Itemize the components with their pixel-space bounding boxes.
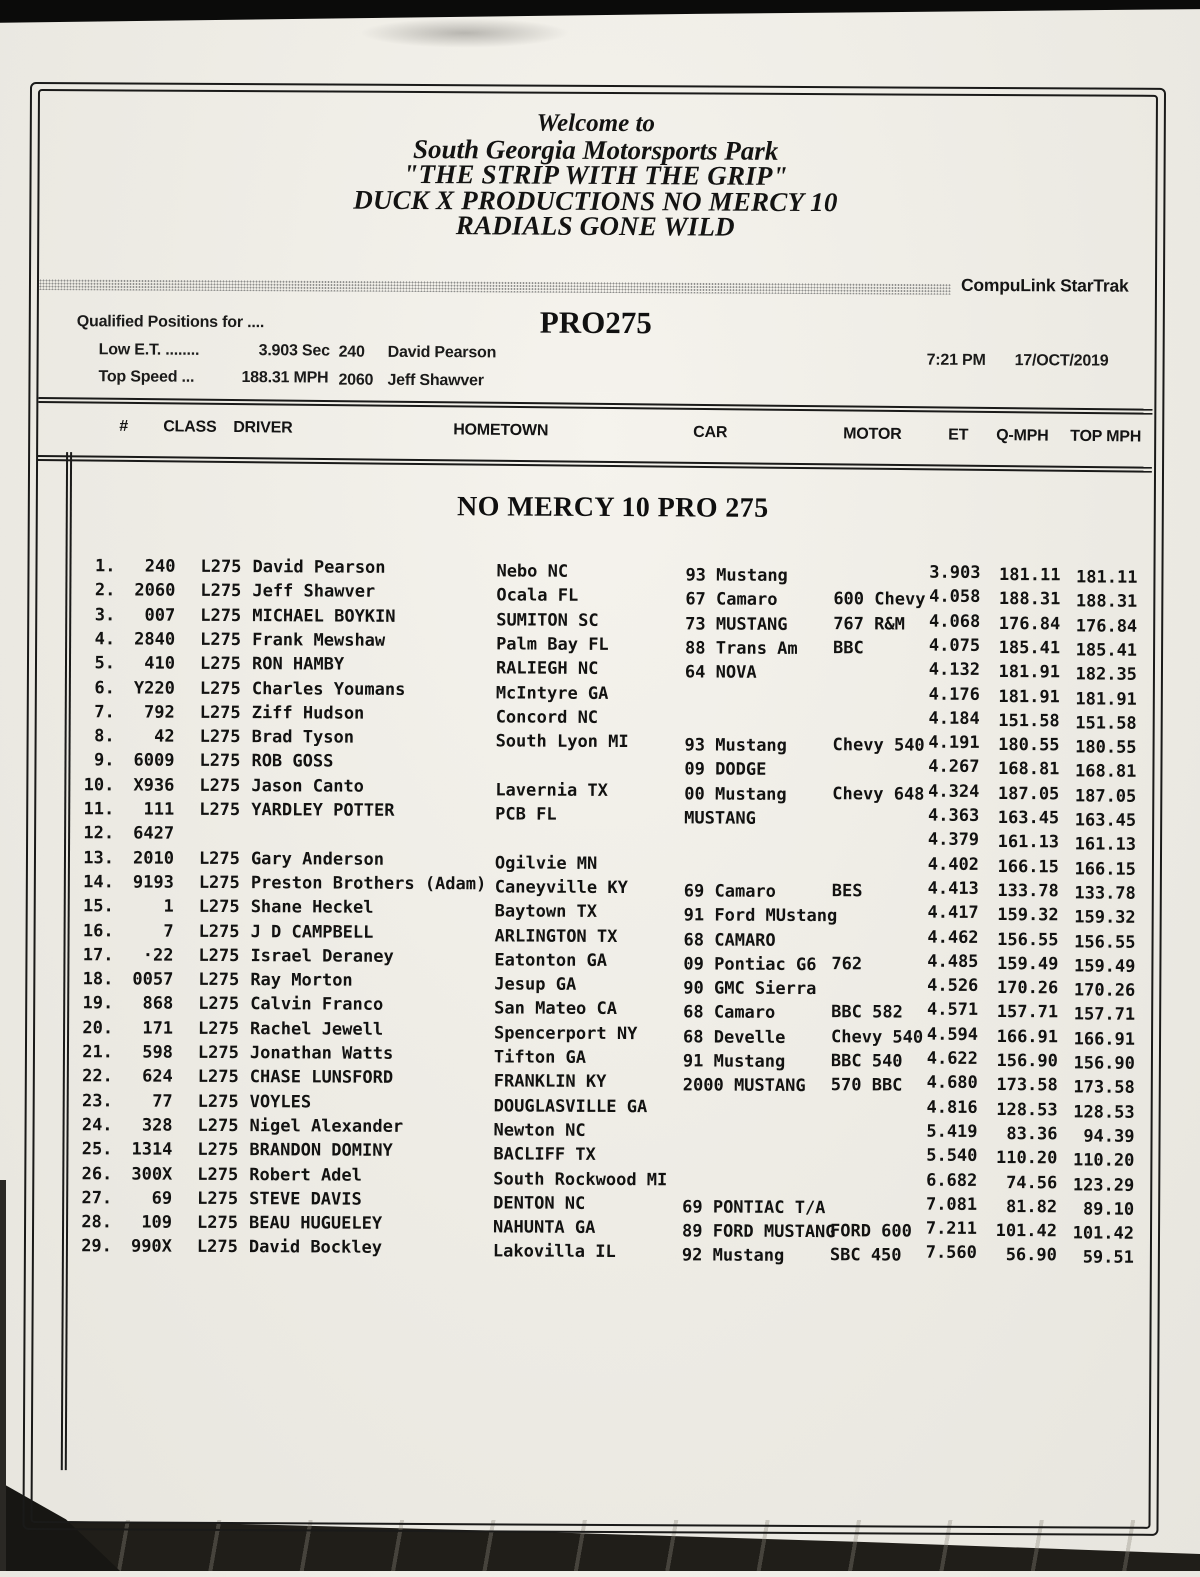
cell-car: 68 Develle	[682, 1027, 786, 1048]
cell-top: 159.49	[1073, 956, 1136, 977]
top-speed-holder-number: 2060	[338, 371, 374, 389]
cell-top: 182.35	[1075, 664, 1138, 685]
cell-hometown: DENTON NC	[493, 1193, 586, 1214]
cell-pos: 29.	[81, 1236, 112, 1257]
cell-et: 7.211	[925, 1218, 978, 1240]
cell-driver: Shane Heckel	[250, 897, 374, 918]
cell-top: 123.29	[1072, 1174, 1135, 1196]
cell-motor: Chevy 648	[832, 783, 925, 805]
cell-top: 176.84	[1075, 616, 1138, 637]
cell-pos: 3.	[94, 604, 116, 625]
cell-top: 180.55	[1075, 737, 1137, 758]
cell-pos: 28.	[81, 1212, 113, 1233]
cell-pos: 1.	[94, 556, 116, 577]
cell-et: 4.267	[928, 757, 980, 778]
cell-hometown: South Rockwood MI	[493, 1168, 668, 1190]
cell-cls: L275	[198, 945, 240, 966]
cell-et: 4.068	[928, 611, 981, 632]
cell-qmph: 81.82	[1005, 1196, 1058, 1218]
cell-hometown: DOUGLASVILLE GA	[493, 1095, 648, 1117]
top-speed-value: 188.31 MPH	[241, 369, 329, 387]
cell-top: 181.91	[1075, 688, 1137, 710]
cell-motor: 570 BBC	[830, 1075, 903, 1096]
cell-hometown: Jesup GA	[494, 974, 577, 995]
cell-qmph: 181.91	[998, 686, 1060, 707]
cell-et: 4.402	[927, 854, 980, 875]
cell-cls: L275	[200, 629, 242, 650]
cell-hometown: Lakovilla IL	[492, 1241, 616, 1263]
col-header-et: ET	[948, 426, 969, 444]
cell-top: 89.10	[1082, 1199, 1135, 1220]
cell-car: 89 FORD MUSTANG	[681, 1221, 836, 1243]
cell-qmph: 159.32	[997, 905, 1059, 926]
cell-hometown: Baytown TX	[494, 901, 598, 923]
top-speed-label: Top Speed ...	[98, 368, 195, 386]
cell-top: 156.90	[1073, 1053, 1135, 1074]
cell-car: 91 Ford MUstang	[683, 905, 838, 927]
low-et-label: Low E.T. ........	[98, 341, 200, 359]
cell-num: 6009	[133, 750, 175, 772]
cell-cls: L275	[197, 1188, 239, 1209]
cell-hometown: NAHUNTA GA	[492, 1217, 596, 1239]
cell-num: 109	[141, 1212, 173, 1233]
masthead-subevent: RADIALS GONE WILD	[455, 210, 735, 242]
cell-hometown: Ocala FL	[496, 585, 579, 607]
cell-qmph: 133.78	[997, 880, 1059, 902]
cell-cls: L275	[199, 702, 241, 723]
cell-driver: Robert Adel	[249, 1164, 362, 1186]
cell-top: 163.45	[1074, 810, 1137, 831]
cell-qmph: 157.71	[996, 1002, 1059, 1023]
timing-system-brand: CompuLink StarTrak	[960, 274, 1129, 296]
cell-car: 09 DODGE	[684, 759, 767, 781]
cell-car: 69 Camaro	[683, 881, 776, 902]
cell-qmph: 156.90	[996, 1051, 1058, 1072]
cell-et: 4.075	[928, 635, 981, 656]
cell-top: 94.39	[1083, 1126, 1135, 1147]
cell-num: 1	[163, 896, 174, 917]
cell-pos: 7.	[94, 702, 115, 723]
cell-top: 101.42	[1072, 1223, 1135, 1244]
cell-pos: 20.	[82, 1017, 114, 1039]
cell-car: 93 Mustang	[684, 735, 787, 757]
cell-driver: CHASE LUNSFORD	[249, 1067, 394, 1089]
cell-top: 159.32	[1074, 907, 1136, 928]
cell-pos: 9.	[93, 750, 115, 771]
cell-top: 181.11	[1075, 567, 1138, 588]
cell-qmph: 180.55	[998, 735, 1060, 756]
cell-num: X936	[133, 775, 175, 796]
cell-num: 410	[144, 653, 176, 674]
cell-qmph: 166.15	[997, 856, 1059, 877]
print-time: 7:21 PM	[926, 351, 986, 369]
cell-car: 68 CAMARO	[683, 929, 776, 951]
cell-driver: Charles Youmans	[251, 678, 406, 700]
cell-hometown: Nebo NC	[496, 561, 569, 582]
low-et-holder-name: David Pearson	[387, 343, 497, 362]
cell-driver: J D CAMPBELL	[250, 921, 374, 943]
cell-cls: L275	[197, 1091, 239, 1112]
cell-pos: 10.	[83, 774, 115, 796]
cell-pos: 12.	[83, 823, 115, 844]
cell-driver: RON HAMBY	[251, 654, 345, 675]
cell-hometown: Concord NC	[495, 707, 599, 728]
cell-pos: 6.	[94, 677, 115, 698]
cell-num: 171	[142, 1018, 174, 1039]
cell-car: 92 Mustang	[681, 1245, 785, 1267]
cell-motor: Chevy 540	[831, 1026, 924, 1048]
cell-num: 77	[152, 1091, 173, 1112]
cell-et: 4.816	[926, 1097, 978, 1118]
cell-et: 4.571	[926, 1000, 979, 1021]
cell-top: 168.81	[1074, 761, 1137, 783]
cell-pos: 8.	[94, 726, 115, 747]
cell-pos: 14.	[83, 872, 114, 893]
cell-et: 4.379	[927, 829, 980, 851]
cell-et: 4.058	[929, 586, 981, 608]
cell-hometown: ARLINGTON TX	[494, 925, 618, 947]
cell-num: 111	[143, 799, 175, 820]
cell-cls: L275	[199, 751, 241, 772]
cell-driver: Jason Canto	[251, 775, 365, 797]
cell-pos: 13.	[83, 847, 115, 868]
cell-qmph: 187.05	[997, 783, 1060, 805]
cell-motor: BES	[831, 881, 863, 902]
cell-qmph: 159.49	[996, 953, 1059, 975]
cell-hometown: South Lyon MI	[495, 731, 629, 753]
cell-qmph: 74.56	[1006, 1172, 1058, 1193]
cell-top: 161.13	[1074, 834, 1137, 856]
cell-cls: L275	[197, 1115, 239, 1136]
cell-qmph: 163.45	[997, 808, 1060, 829]
cell-cls: L275	[200, 581, 242, 602]
cell-num: 300X	[131, 1163, 173, 1185]
cell-top: 185.41	[1075, 640, 1138, 661]
cell-et: 7.081	[925, 1194, 978, 1215]
cell-num: 240	[144, 556, 176, 577]
low-et-value: 3.903 Sec	[258, 342, 330, 360]
cell-driver: Ziff Hudson	[251, 702, 365, 724]
cell-top: 187.05	[1074, 786, 1137, 807]
cell-pos: 11.	[83, 799, 115, 820]
print-date: 17/OCT/2019	[1014, 352, 1109, 370]
cell-pos: 24.	[81, 1115, 113, 1136]
cell-et: 4.324	[928, 781, 980, 802]
cell-pos: 25.	[81, 1139, 113, 1160]
cell-driver: ROB GOSS	[251, 751, 334, 772]
cell-top: 156.55	[1074, 931, 1136, 953]
cell-car: 67 Camaro	[685, 589, 778, 611]
cell-num: 624	[142, 1066, 173, 1088]
cell-car: 88 Trans Am	[685, 638, 798, 659]
cell-hometown: SUMITON SC	[496, 609, 599, 631]
cell-pos: 22.	[82, 1066, 113, 1087]
cell-top: 59.51	[1082, 1247, 1134, 1269]
cell-top: 166.91	[1073, 1029, 1136, 1050]
cell-cls: L275	[200, 556, 242, 578]
cell-qmph: 176.84	[998, 613, 1061, 634]
cell-top: 151.58	[1075, 713, 1137, 734]
cell-cls: L275	[197, 1212, 239, 1234]
cell-et: 4.594	[926, 1024, 979, 1045]
cell-driver: Preston Brothers (Adam)	[250, 873, 487, 895]
cell-cls: L275	[198, 969, 240, 991]
cell-num: 2840	[134, 629, 176, 650]
cell-pos: 19.	[82, 993, 114, 1014]
cell-car: 68 Camaro	[683, 1002, 776, 1024]
cell-cls: L275	[197, 1042, 239, 1064]
cell-num: 328	[141, 1115, 173, 1136]
cell-qmph: 188.31	[998, 589, 1061, 610]
cell-et: 4.485	[927, 951, 979, 972]
cell-et: 3.903	[929, 562, 981, 583]
cell-car: 09 Pontiac G6	[683, 954, 817, 975]
cell-pos: 23.	[81, 1090, 113, 1111]
cell-et: 7.560	[925, 1243, 977, 1264]
cell-pos: 27.	[81, 1188, 113, 1209]
cell-cls: L275	[197, 1067, 239, 1088]
cell-hometown: Spencerport NY	[494, 1023, 638, 1044]
cell-top: 128.53	[1073, 1102, 1135, 1123]
cell-car: 73 MUSTANG	[685, 613, 788, 635]
cell-num: 1314	[131, 1139, 173, 1160]
cell-hometown: Caneyville KY	[494, 877, 628, 898]
cell-driver: Jonathan Watts	[249, 1043, 394, 1064]
col-header-qmph: Q-MPH	[996, 427, 1049, 445]
cell-num: 69	[151, 1188, 173, 1209]
cell-motor: 762	[831, 953, 863, 975]
cell-qmph: 110.20	[995, 1148, 1058, 1169]
cell-num: 0057	[132, 969, 174, 990]
table-title: NO MERCY 10 PRO 275	[457, 491, 769, 524]
cell-pos: 16.	[82, 920, 114, 941]
cell-cls: L275	[199, 775, 241, 796]
cell-hometown: BACLIFF TX	[493, 1144, 596, 1166]
cell-motor: 767 R&M	[833, 613, 905, 635]
col-header-driver: DRIVER	[233, 419, 293, 437]
cell-top: 170.26	[1073, 980, 1136, 1001]
cell-pos: 26.	[81, 1163, 113, 1184]
cell-et: 5.540	[926, 1145, 978, 1167]
cell-qmph: 185.41	[998, 637, 1061, 659]
cell-et: 4.184	[928, 708, 980, 729]
cell-et: 4.462	[927, 927, 979, 948]
cell-qmph: 128.53	[996, 1099, 1058, 1120]
cell-hometown: Newton NC	[493, 1120, 586, 1141]
cell-num: 6427	[133, 823, 175, 845]
cell-pos: 17.	[82, 945, 114, 966]
cell-num: 2060	[134, 580, 176, 602]
cell-motor: BBC 582	[831, 1002, 903, 1023]
masthead-venue: South Georgia Motorsports Park	[412, 133, 779, 166]
col-header-class: CLASS	[163, 418, 217, 436]
cell-driver: STEVE DAVIS	[249, 1188, 362, 1210]
class-title: PRO275	[539, 304, 652, 341]
cell-cls: L275	[199, 678, 241, 699]
cell-car: 64 NOVA	[684, 662, 757, 683]
col-header-hometown: HOMETOWN	[453, 421, 549, 440]
cell-car: 2000 MUSTANG	[682, 1075, 806, 1097]
cell-driver: MICHAEL BOYKIN	[252, 605, 396, 627]
cell-num: 9193	[132, 872, 174, 893]
masthead-welcome: Welcome to	[536, 109, 656, 138]
cell-qmph: 170.26	[996, 978, 1059, 999]
cell-cls: L275	[197, 1140, 239, 1161]
cell-hometown: McIntyre GA	[495, 682, 609, 704]
cell-motor: 600 Chevy	[833, 589, 926, 610]
cell-driver: Calvin Franco	[250, 994, 384, 1016]
cell-car: 69 PONTIAC T/A	[682, 1197, 826, 1218]
cell-et: 6.682	[926, 1170, 978, 1191]
cell-top: 173.58	[1073, 1077, 1135, 1099]
cell-num: 990X	[130, 1236, 172, 1258]
cell-num: 598	[142, 1042, 174, 1063]
cell-et: 4.622	[926, 1048, 978, 1069]
cell-et: 4.526	[927, 975, 979, 997]
cell-hometown: Tifton GA	[493, 1047, 587, 1068]
cell-driver: Brad Tyson	[251, 727, 355, 748]
cell-driver: Frank Mewshaw	[252, 630, 386, 651]
cell-pos: 4.	[94, 629, 116, 650]
cell-qmph: 181.91	[998, 662, 1061, 683]
cell-driver: Ray Morton	[250, 970, 353, 991]
cell-qmph: 151.58	[998, 710, 1060, 732]
cell-hometown: Ogilvie MN	[494, 852, 598, 874]
cell-qmph: 83.36	[1006, 1123, 1058, 1145]
cell-et: 4.132	[928, 659, 981, 681]
cell-cls: L275	[198, 848, 240, 869]
cell-num: 792	[143, 702, 175, 723]
cell-et: 4.191	[928, 732, 980, 754]
cell-top: 110.20	[1072, 1150, 1135, 1171]
cell-car: 00 Mustang	[684, 784, 787, 805]
cell-driver: Nigel Alexander	[249, 1116, 404, 1137]
cell-hometown: FRANKLIN KY	[493, 1071, 607, 1093]
qualified-positions-label: Qualified Positions for ....	[76, 313, 265, 332]
masthead-event: DUCK X PRODUCTIONS NO MERCY 10	[353, 184, 838, 217]
cell-hometown: San Mateo CA	[494, 998, 618, 1020]
cell-motor: Chevy 540	[832, 735, 925, 756]
cell-et: 4.176	[928, 684, 980, 705]
cell-cls: L275	[198, 994, 240, 1015]
cell-num: 868	[142, 993, 174, 1015]
cell-hometown: RALIEGH NC	[495, 658, 599, 680]
cell-pos: 18.	[82, 969, 114, 990]
cell-et: 4.363	[927, 805, 980, 826]
cell-car: 93 Mustang	[685, 565, 788, 586]
cell-motor: BBC	[833, 638, 864, 659]
cell-car: MUSTANG	[684, 808, 756, 829]
cell-num: Y220	[133, 678, 175, 699]
cell-driver: BRANDON DOMINY	[249, 1140, 393, 1162]
cell-qmph: 173.58	[996, 1075, 1058, 1096]
cell-qmph: 56.90	[1005, 1245, 1057, 1266]
cell-cls: L275	[197, 1164, 239, 1185]
col-header-topmph: TOP MPH	[1070, 427, 1142, 446]
cell-num: 007	[144, 605, 176, 626]
cell-pos: 5.	[94, 653, 116, 674]
cell-top: 166.15	[1074, 859, 1136, 880]
cell-cls: L275	[196, 1237, 238, 1258]
top-speed-holder-name: Jeff Shawver	[387, 371, 484, 390]
cell-qmph: 101.42	[995, 1221, 1058, 1242]
cell-car: 90 GMC Sierra	[683, 978, 817, 1000]
masthead-tagline: "THE STRIP WITH THE GRIP"	[403, 158, 788, 191]
low-et-holder-number: 240	[338, 343, 365, 361]
cell-cls: L275	[198, 921, 240, 942]
cell-cls: L275	[199, 654, 242, 675]
cell-top: 133.78	[1074, 883, 1136, 904]
cell-cls: L275	[198, 897, 240, 918]
cell-cls: L275	[200, 605, 242, 626]
cell-pos: 15.	[82, 896, 114, 917]
table-row	[0, 1236, 1194, 1269]
cell-num: 42	[154, 726, 175, 747]
cell-driver: YARDLEY POTTER	[251, 800, 395, 821]
col-header-car: CAR	[693, 423, 728, 442]
cell-driver: Jeff Shawver	[252, 581, 376, 603]
cell-cls: L275	[198, 872, 240, 893]
col-header-number: #	[119, 417, 129, 435]
cell-cls: L275	[199, 799, 241, 821]
cell-qmph: 168.81	[997, 759, 1060, 780]
cell-qmph: 161.13	[997, 832, 1060, 853]
cell-motor: SBC 450	[829, 1245, 902, 1266]
cell-et: 4.413	[927, 878, 979, 899]
cell-et: 5.419	[926, 1121, 978, 1142]
cell-driver: David Bockley	[248, 1237, 383, 1259]
cell-driver: Gary Anderson	[250, 848, 385, 870]
cell-motor: BBC 540	[830, 1051, 903, 1072]
cell-num: 7	[163, 921, 174, 942]
cell-top: 157.71	[1073, 1004, 1136, 1026]
cell-et: 4.417	[927, 902, 979, 924]
cell-qmph: 166.91	[996, 1026, 1059, 1048]
cell-pos: 21.	[82, 1042, 114, 1063]
cell-cls: L275	[199, 726, 241, 748]
cell-hometown: Lavernia TX	[495, 780, 608, 801]
cell-driver: Rachel Jewell	[250, 1018, 384, 1040]
cell-num: ·22	[142, 945, 174, 966]
cell-pos: 2.	[94, 580, 116, 601]
cell-motor: FORD 600	[829, 1221, 912, 1242]
cell-qmph: 156.55	[997, 929, 1059, 950]
cell-driver: David Pearson	[252, 557, 386, 578]
col-header-motor: MOTOR	[843, 425, 902, 444]
cell-et: 4.680	[926, 1072, 978, 1094]
cell-hometown: Palm Bay FL	[496, 634, 609, 655]
cell-hometown: PCB FL	[495, 804, 557, 825]
cell-num: 2010	[132, 848, 175, 869]
cell-driver: VOYLES	[249, 1091, 312, 1113]
cell-top: 188.31	[1075, 591, 1138, 613]
cell-cls: L275	[198, 1018, 240, 1039]
cell-driver: Israel Deraney	[250, 945, 394, 967]
cell-driver: BEAU HUGUELEY	[249, 1213, 383, 1234]
cell-qmph: 181.11	[998, 565, 1061, 586]
cell-car: 91 Mustang	[682, 1051, 786, 1072]
cell-hometown: Eatonton GA	[494, 950, 608, 971]
